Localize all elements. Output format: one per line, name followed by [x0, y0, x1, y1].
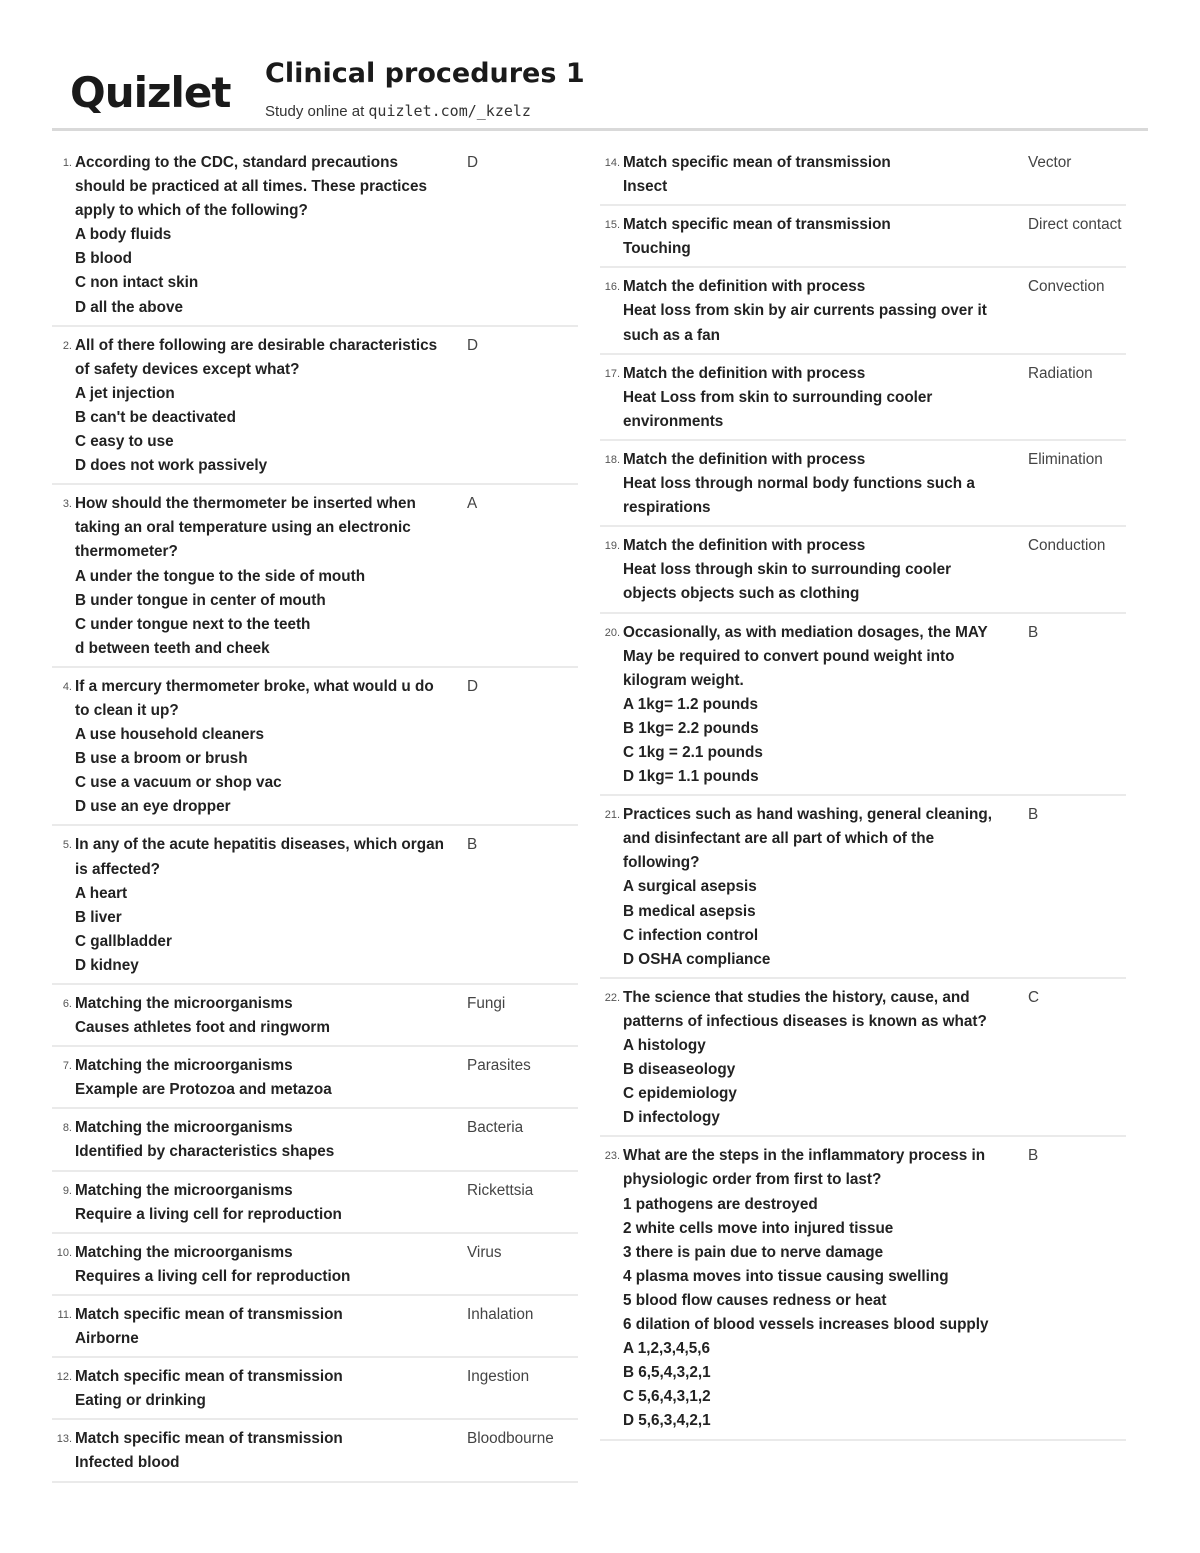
question-line: 2 white cells move into injured tissue [623, 1219, 894, 1237]
question-text [75, 992, 449, 1040]
question-line: D 1kg= 1.1 pounds [623, 768, 759, 786]
question-text [75, 334, 449, 479]
answer: B [1028, 806, 1039, 824]
question-text [75, 1179, 449, 1227]
question-item [52, 1238, 578, 1296]
question-line: A 1,2,3,4,5,6 [623, 1340, 711, 1358]
answer: B [1028, 1147, 1039, 1165]
question-line: C gallbladder [75, 932, 172, 950]
question-number: 17. [604, 367, 620, 380]
question-line: Airborne [75, 1330, 139, 1348]
question-line: B use a broom or brush [75, 750, 248, 768]
question-number: 7. [62, 1060, 72, 1073]
left-question-column [52, 148, 578, 1487]
question-text [623, 213, 1007, 261]
question-text [75, 151, 449, 320]
question-item [600, 359, 1126, 441]
question-text [75, 1054, 449, 1102]
question-item [52, 672, 578, 827]
answer: Bacteria [467, 1119, 524, 1137]
question-item [52, 1300, 578, 1358]
question-line: 3 there is pain due to nerve damage [623, 1243, 884, 1261]
quizlet-logo: Quizlet [70, 68, 231, 117]
question-prompt: How should the thermometer be inserted when taking an oral temperature using an electronic thermometer? [75, 495, 416, 561]
question-text [623, 621, 1007, 790]
question-item [52, 1424, 578, 1482]
study-online-line [265, 102, 531, 120]
question-prompt: Match specific mean of transmission [75, 1305, 343, 1323]
question-line: D 5,6,3,4,2,1 [623, 1412, 711, 1430]
question-line: B medical asepsis [623, 902, 756, 920]
question-item [600, 445, 1126, 527]
question-number: 18. [604, 453, 620, 466]
question-line: A heart [75, 884, 128, 902]
question-line: A body fluids [75, 226, 172, 244]
question-text [623, 362, 1007, 434]
question-prompt: What are the steps in the inflammatory process in physiologic order from first to last? [623, 1147, 986, 1189]
question-line: C 1kg = 2.1 pounds [623, 743, 763, 761]
question-line: A under the tongue to the side of mouth [75, 567, 366, 585]
question-prompt: Match the definition with process [623, 450, 866, 468]
question-line: 1 pathogens are destroyed [623, 1195, 818, 1213]
question-line: Insect [623, 178, 668, 196]
question-number: 8. [62, 1122, 72, 1135]
answer: A [467, 495, 478, 513]
answer: D [467, 154, 479, 171]
question-number: 11. [57, 1308, 72, 1321]
question-item [52, 989, 578, 1047]
question-line: B blood [75, 250, 132, 268]
question-text [623, 151, 1007, 199]
answer: Elimination [1028, 450, 1103, 468]
question-line: C 5,6,4,3,1,2 [623, 1388, 711, 1406]
question-prompt: Matching the microorganisms [75, 1119, 293, 1137]
question-number: 13. [56, 1433, 72, 1446]
question-item [52, 1176, 578, 1234]
answer: Bloodbourne [467, 1430, 554, 1448]
right-question-column [600, 148, 1126, 1445]
question-prompt: All of there following are desirable characteristics of safety devices except what? [75, 336, 438, 378]
question-prompt: Matching the microorganisms [75, 1057, 293, 1075]
question-line: C non intact skin [75, 274, 199, 292]
question-text [623, 534, 1007, 606]
study-prefix: Study online at [265, 103, 369, 120]
question-text [623, 1144, 1007, 1433]
question-prompt: Occasionally, as with mediation dosages, the MAY May be required to convert pound weight into kilogram weight. [623, 623, 988, 689]
question-item [52, 1113, 578, 1171]
page-header [52, 56, 1148, 130]
question-line: A use household cleaners [75, 726, 265, 744]
question-line: d between teeth and cheek [75, 639, 270, 657]
question-prompt: Match the definition with process [623, 278, 866, 296]
header-divider [52, 128, 1148, 131]
question-prompt: In any of the acute hepatitis diseases, which organ is affected? [75, 836, 444, 878]
question-number: 1. [62, 157, 72, 169]
question-number: 10. [56, 1246, 72, 1259]
answer: D [467, 336, 479, 354]
question-prompt: Matching the microorganisms [75, 995, 293, 1012]
question-number: 22. [604, 991, 620, 1004]
answer: Convection [1028, 278, 1105, 296]
question-line: D all the above [75, 298, 183, 316]
question-line: 5 blood flow causes redness or heat [623, 1291, 887, 1309]
answer: Virus [467, 1243, 502, 1261]
question-prompt: Match specific mean of transmission [623, 216, 891, 234]
question-line: 6 dilation of blood vessels increases blood supply [623, 1316, 989, 1334]
question-number: 3. [62, 498, 72, 511]
answer: B [1028, 623, 1039, 641]
question-prompt: Match specific mean of transmission [75, 1368, 343, 1386]
question-line: B 6,5,4,3,2,1 [623, 1364, 711, 1382]
question-number: 12. [56, 1371, 72, 1384]
question-text [75, 833, 449, 978]
question-item [52, 331, 578, 486]
question-item [52, 830, 578, 985]
question-number: 9. [62, 1184, 72, 1197]
question-prompt: The science that studies the history, cause, and patterns of infectious diseases is known as what? [623, 988, 987, 1030]
question-prompt: Match specific mean of transmission [75, 1430, 343, 1448]
answer: Inhalation [467, 1305, 534, 1323]
question-prompt: Matching the microorganisms [75, 1243, 293, 1261]
question-line: Heat loss through skin to surrounding cooler objects objects such as clothing [623, 561, 952, 603]
question-text [75, 492, 449, 661]
question-item [52, 1362, 578, 1420]
question-item [600, 210, 1126, 268]
question-prompt: According to the CDC, standard precautions should be practiced at all times. These practices apply to which of the following? [75, 154, 427, 220]
question-line: A histology [623, 1037, 706, 1054]
question-line: Heat Loss from skin to surrounding cooler environments [623, 388, 933, 430]
answer: Fungi [467, 995, 506, 1012]
question-line: A surgical asepsis [623, 878, 757, 896]
question-line: D infectology [623, 1109, 720, 1127]
question-item [52, 1051, 578, 1109]
question-number: 2. [62, 339, 72, 352]
question-number: 23. [604, 1150, 620, 1163]
question-line: D kidney [75, 956, 139, 974]
question-line: C easy to use [75, 433, 174, 451]
question-line: D OSHA compliance [623, 950, 771, 968]
question-line: B under tongue in center of mouth [75, 591, 326, 609]
question-line: Require a living cell for reproduction [75, 1205, 342, 1223]
question-line: Touching [623, 240, 691, 258]
question-line: B liver [75, 908, 122, 926]
question-line: Infected blood [75, 1454, 180, 1472]
question-line: C infection control [623, 926, 759, 944]
question-line: Eating or drinking [75, 1392, 206, 1410]
question-prompt: Practices such as hand washing, general cleaning, and disinfectant are all part of which of the following? [623, 806, 992, 872]
question-line: A 1kg= 1.2 pounds [623, 695, 759, 713]
question-text [75, 1303, 449, 1351]
question-line: D does not work passively [75, 457, 268, 475]
question-text [75, 1427, 449, 1475]
question-text [623, 986, 1007, 1131]
question-number: 21. [604, 809, 620, 822]
question-prompt: Match the definition with process [623, 364, 866, 382]
answer: D [467, 677, 479, 695]
question-line: A jet injection [75, 384, 175, 402]
question-number: 19. [604, 540, 620, 553]
page-title: Clinical procedures 1 [265, 58, 585, 89]
question-line: Heat loss from skin by air currents passing over it such as a fan [623, 302, 987, 344]
answer: Radiation [1028, 364, 1093, 382]
question-item [52, 489, 578, 668]
answer: Direct contact [1028, 216, 1122, 234]
answer: Conduction [1028, 537, 1106, 555]
answer: Ingestion [467, 1368, 530, 1386]
question-text [75, 1241, 449, 1289]
question-line: Example are Protozoa and metazoa [75, 1081, 332, 1099]
question-number: 15. [604, 219, 620, 232]
question-line: B diseaseology [623, 1061, 736, 1079]
question-prompt: Match specific mean of transmission [623, 154, 891, 171]
answer: C [1028, 988, 1040, 1006]
answer: Parasites [467, 1057, 531, 1075]
question-item [600, 800, 1126, 979]
question-number: 5. [62, 839, 72, 852]
question-text [623, 448, 1007, 520]
question-number: 6. [62, 998, 72, 1010]
question-item [600, 1141, 1126, 1440]
question-line: Heat loss through normal body functions such a respirations [623, 475, 975, 517]
question-text [75, 1116, 449, 1164]
question-line: C under tongue next to the teeth [75, 615, 311, 633]
question-item [600, 618, 1126, 797]
question-number: 4. [62, 680, 72, 693]
question-text [623, 803, 1007, 972]
question-line: 4 plasma moves into tissue causing swelling [623, 1267, 949, 1285]
question-line: C epidemiology [623, 1085, 737, 1103]
question-prompt: If a mercury thermometer broke, what would u do to clean it up? [75, 677, 434, 719]
question-line: Requires a living cell for reproduction [75, 1267, 351, 1285]
question-line: D use an eye dropper [75, 798, 231, 816]
question-prompt: Match the definition with process [623, 537, 866, 555]
study-url[interactable]: quizlet.com/_kzelz [368, 102, 531, 120]
question-number: 14. [604, 157, 620, 169]
answer: B [467, 836, 478, 854]
question-item [600, 983, 1126, 1138]
question-line: Identified by characteristics shapes [75, 1143, 335, 1161]
question-item [52, 148, 578, 327]
answer: Vector [1028, 154, 1072, 171]
question-text [75, 675, 449, 820]
question-line: B can't be deactivated [75, 408, 236, 426]
answer: Rickettsia [467, 1181, 534, 1199]
question-number: 20. [604, 626, 620, 639]
question-line: Causes athletes foot and ringworm [75, 1019, 330, 1037]
question-number: 16. [604, 281, 620, 294]
question-item [600, 272, 1126, 354]
question-line: B 1kg= 2.2 pounds [623, 719, 759, 737]
question-prompt: Matching the microorganisms [75, 1181, 293, 1199]
question-item [600, 148, 1126, 206]
question-line: C use a vacuum or shop vac [75, 774, 282, 792]
question-text [623, 275, 1007, 347]
question-item [600, 531, 1126, 613]
question-text [75, 1365, 449, 1413]
